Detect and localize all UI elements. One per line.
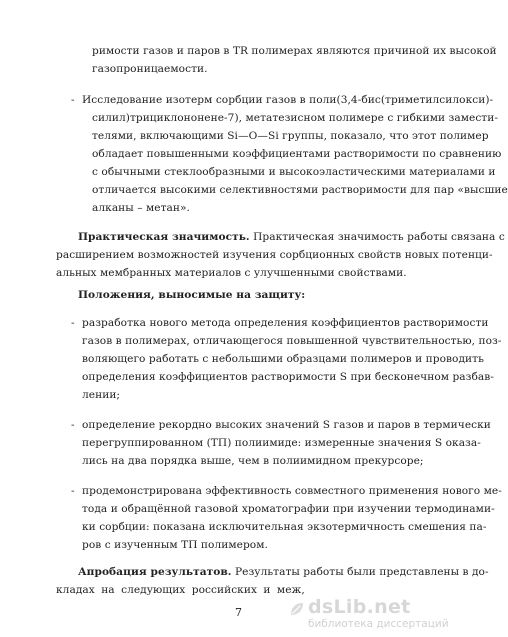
bullet-line: тода и обращённой газовой хроматографии при изучении термодинами- (82, 503, 495, 515)
bullet-line: разработка нового метода определения коэффициентов растворимости (82, 317, 489, 329)
bullet-line: отличается высокими селективностями растворимости для пар «высшие (92, 184, 508, 196)
bullet-line: определение рекордно высоких значений S газов и паров в термически (82, 419, 491, 431)
bullet-line: воляющего работать с небольшими образцами полимеров и проводить (82, 353, 484, 365)
bullet-line: лись на два порядка выше, чем в полиимидном прекурсоре; (82, 455, 424, 467)
defense-heading: Положения, выносимые на защиту: (78, 289, 306, 301)
watermark-brand: dsLib.net (308, 596, 411, 618)
bullet-line: определения коэффициентов растворимости S при бесконечном разбав- (82, 371, 494, 383)
bullet-line: лении; (82, 389, 121, 401)
bullet-line: с обычными стеклообразными и высокоэластическими материалами и (92, 166, 496, 178)
bullet-line: ки сорбции: показана исключительная экзотермичность смешения па- (82, 521, 487, 533)
bullet-dash: - (71, 317, 75, 329)
watermark (288, 594, 449, 634)
bullet-dash: - (71, 419, 75, 431)
bullet-line: газов в полимерах, отличающегося повышенной чувствительностью, поз- (82, 335, 502, 347)
approbation-text: Результаты работы были представлены в до- (231, 566, 489, 578)
leaf-icon (288, 600, 306, 618)
paragraph-line: газопроницаемости. (92, 63, 208, 75)
practical-heading: Практическая значимость. (78, 231, 250, 243)
approbation-heading: Апробация результатов. (78, 566, 232, 578)
page-number: 7 (235, 606, 242, 619)
bullet-line: алканы – метан». (92, 202, 190, 214)
paragraph-line: расширением возможностей изучения сорбционных свойств новых потенци- (56, 249, 493, 261)
practical-paragraph-line (78, 230, 505, 244)
bullet-line: обладает повышенными коэффициентами растворимости по сравнению (92, 148, 502, 160)
bullet-dash: - (71, 94, 75, 106)
bullet-dash: - (71, 485, 75, 497)
paragraph-line: кладах на следующих российских и меж, (56, 584, 305, 596)
watermark-tagline: библиотека диссертаций (308, 618, 449, 630)
bullet-line: продемонстрирована эффективность совместного применения нового ме- (82, 485, 502, 497)
bullet-line: силил)трициклононене-7), метатезисном полимере с гибкими замести- (92, 112, 498, 124)
paragraph-line: альных мембранных материалов с улучшенными свойствами. (56, 267, 407, 279)
paragraph-line: римости газов и паров в TR полимерах являются причиной их высокой (92, 45, 497, 57)
bullet-line: перегруппированном (ТП) полиимиде: измеренные значения S оказа- (82, 437, 481, 449)
bullet-line: ров с изученным ТП полимером. (82, 539, 268, 551)
bullet-line: Исследование изотерм сорбции газов в поли(3,4-бис(триметилсилокси)- (82, 94, 494, 106)
bullet-line: телями, включающими Si—O—Si группы, показало, что этот полимер (92, 130, 489, 142)
practical-text: Практическая значимость работы связана с (249, 231, 505, 243)
approbation-paragraph-line (78, 565, 489, 579)
